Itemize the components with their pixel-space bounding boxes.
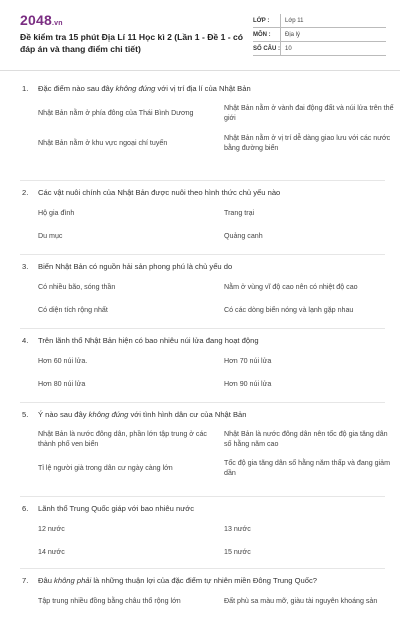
answer-option[interactable]: 13 nước [224, 525, 251, 533]
question-text: Đặc điểm nào sau đây không đúng với vị trí địa lí của Nhật Bản [38, 84, 251, 93]
answer-option[interactable]: Quảng canh [224, 232, 263, 240]
answer-option[interactable]: Nhật Bản nằm ở phía đông của Thái Bình Dương [38, 109, 194, 117]
page-title: Đề kiểm tra 15 phút Địa Lí 11 Học kì 2 (Lần 1 - Đề 1 - có đáp án và thang điểm chi tiết) [20, 32, 244, 54]
answer-option[interactable]: Nhật Bản nằm ở vị trí dễ dàng giao lưu với các nước bằng đường biển [224, 134, 391, 152]
question-number: 5. [22, 410, 29, 419]
answer-option[interactable]: 14 nước [38, 548, 65, 556]
info-value: 10 [280, 42, 386, 55]
question-text: Các vật nuôi chính của Nhật Bản được nuôi theo hình thức chủ yếu nào [38, 188, 281, 197]
answer-option[interactable]: Có nhiều bão, sóng thần [38, 283, 116, 291]
question-2 [20, 185, 385, 255]
answer-option[interactable]: Hộ gia đình [38, 209, 75, 217]
answer-option[interactable]: Trang trại [224, 209, 255, 217]
answer-option[interactable]: Nhật Bản nằm ở khu vực ngoại chí tuyến [38, 139, 168, 147]
question-1 [20, 81, 394, 181]
info-label: MÔN : [253, 31, 271, 38]
answer-option[interactable]: Tỉ lệ người già trong dân cư ngày càng lớn [38, 464, 173, 472]
answer-option[interactable]: Nhật Bản nằm ở vành đai động đất và núi lửa trên thế giới [224, 104, 394, 122]
answer-option[interactable]: Tập trung nhiều đồng bằng châu thổ rộng lớn [38, 597, 181, 605]
answer-option[interactable]: Có các dòng biển nóng và lạnh gặp nhau [224, 306, 354, 314]
answer-option[interactable]: Hơn 90 núi lửa [224, 380, 272, 388]
answer-option[interactable]: Hơn 60 núi lửa. [38, 357, 88, 365]
header-divider [0, 70, 400, 71]
answer-option[interactable]: Hơn 70 núi lửa [224, 357, 272, 365]
answer-option[interactable]: Nhật Bản là nước đông dân nên tốc độ gia tăng dân số hằng năm cao [224, 430, 388, 448]
question-text: Trên lãnh thổ Nhật Bản hiện có bao nhiêu núi lửa đang hoạt động [38, 336, 259, 345]
question-4 [20, 333, 385, 403]
question-number: 7. [22, 576, 29, 585]
info-row-count [253, 42, 386, 56]
answer-option[interactable]: Hơn 80 núi lửa [38, 380, 86, 388]
question-list [20, 78, 394, 633]
question-number: 6. [22, 504, 29, 513]
question-number: 3. [22, 262, 29, 271]
info-row-subject [253, 28, 386, 42]
question-number: 2. [22, 188, 29, 197]
question-text: Ý nào sau đây không đúng với tình hình dân cư của Nhật Bản [38, 410, 247, 419]
question-7 [20, 573, 385, 633]
answer-option[interactable]: Nhật Bản là nước đông dân, phần lớn tập trung ở các thành phố ven biển [38, 430, 207, 448]
site-logo[interactable]: 2048.vn [20, 12, 63, 28]
answer-option[interactable]: Tốc độ gia tăng dân số hằng năm thấp và đang giảm dần [224, 459, 391, 477]
answer-option[interactable]: Du mục [38, 232, 63, 240]
answer-option[interactable]: Nằm ở vùng vĩ độ cao nên có nhiệt độ cao [224, 283, 358, 291]
answer-option[interactable]: 15 nước [224, 548, 251, 556]
answer-option[interactable]: Có diện tích rộng nhất [38, 306, 108, 314]
info-label: LỚP : [253, 17, 270, 24]
question-text: Đâu không phải là những thuận lợi của đặc điểm tự nhiên miền Đông Trung Quốc? [38, 576, 318, 585]
answer-option[interactable]: 12 nước [38, 525, 65, 533]
info-label: SỐ CÂU : [253, 45, 280, 52]
question-text: Biển Nhật Bản có nguồn hải sản phong phú là chủ yếu do [38, 262, 233, 271]
info-value: Địa lý [280, 28, 386, 41]
question-6 [20, 501, 385, 569]
question-number: 1. [22, 84, 29, 93]
info-row-class [253, 14, 386, 28]
question-number: 4. [22, 336, 29, 345]
info-table [253, 14, 386, 56]
question-5 [20, 407, 391, 497]
question-3 [20, 259, 385, 329]
answer-option[interactable]: Đất phù sa màu mỡ, giàu tài nguyên khoáng sản [224, 597, 378, 605]
page-header [20, 12, 385, 64]
question-text: Lãnh thổ Trung Quốc giáp với bao nhiêu nước [38, 504, 195, 513]
info-value: Lớp 11 [280, 14, 386, 27]
